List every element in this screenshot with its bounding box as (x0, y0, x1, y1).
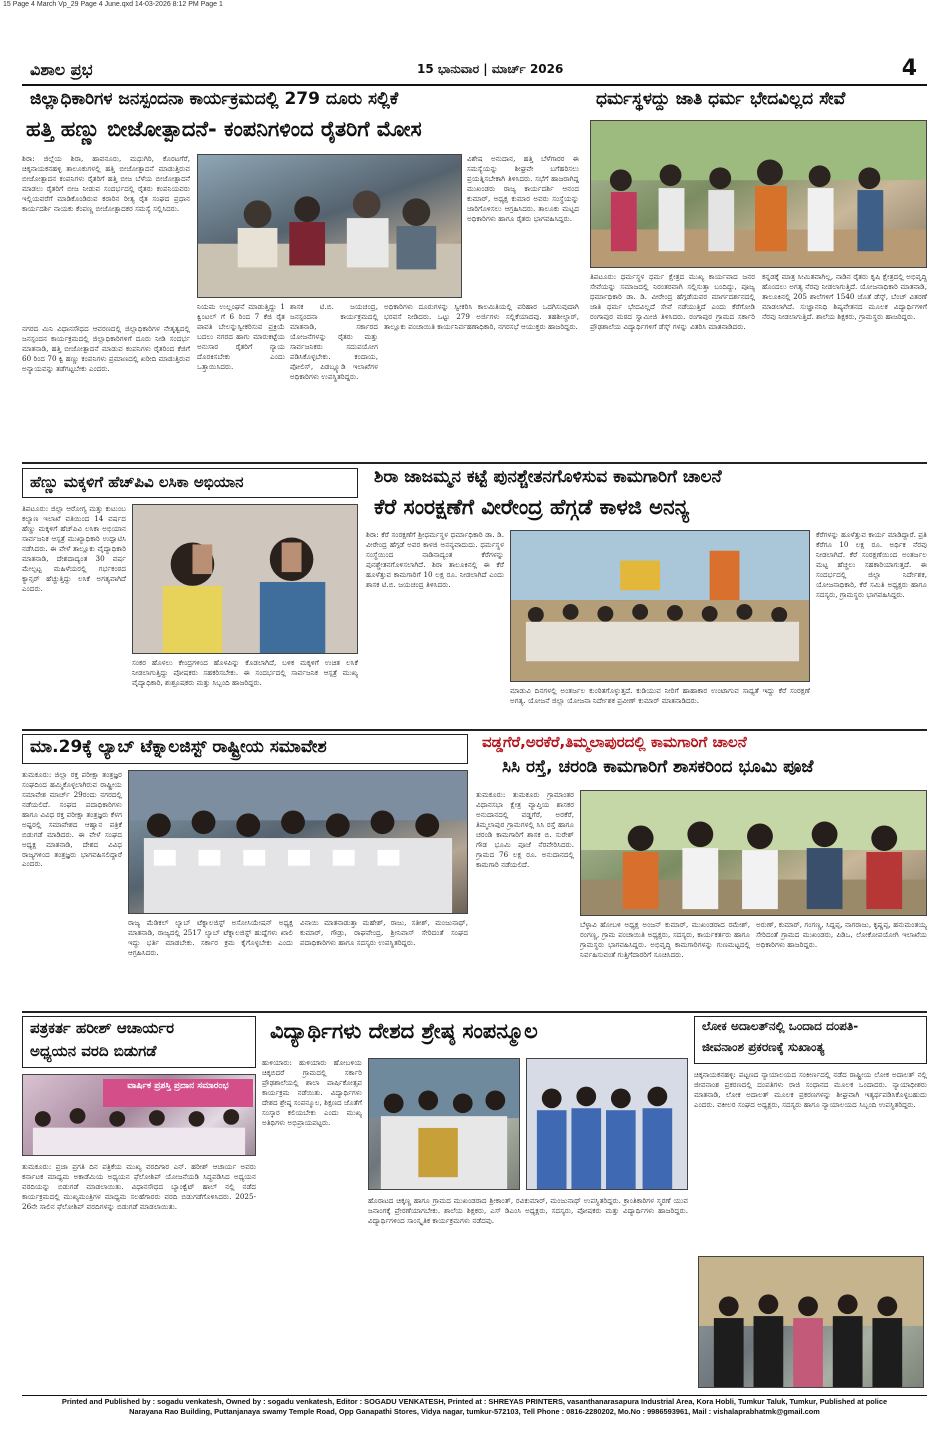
article-body-column: ವಿಶೇಷ ಅನುದಾನ, ಹತ್ತಿ ಬೆಳೆಗಾರರ ಈ ಸಮಸ್ಯೆಯನ್ನು ಶೀಘ್ರವೇ ಬಗೆಹರಿಸಲು ಪ್ರಯತ್ನಿಸಬೇಕಾಗಿ ತಿಳಿಸಿದರು. ಸಭೆಗೆ ಹಾಜರಾಗಿದ್ದ ಮುಖಂಡರು ರಾಜ್ಯ ಕಾರ್ಯದರ್ಶಿ ಆನಂದ ಕುಮಾರ್, ಅಧ್ಯಕ್ಷ ಕುಮಾರ ಅವರು ಸಂಸ್ಥೆಯನ್ನು ಜಾರಿಗೊಳಿಸಲು ಆಗ್ರಹಿಸಿದರು. ತಾಲೂಕು ಮಟ್ಟದ ಅಧಿಕಾರಿಗಳು ಹಾಗೂ ರೈತರು ಭಾಗವಹಿಸಿದ್ದರು. (467, 154, 579, 223)
article-lake-restoration (366, 468, 927, 724)
article-headline: ಲೋಕ ಅದಾಲತ್‌ನಲ್ಲಿ ಒಂದಾದ ದಂಪತಿ- (702, 1020, 859, 1033)
article-body-column: ಹುಳಿಯಾರು: ಹುಳಿಯಾರು ಹೋಬಳಿಯ ಚಿಕ್ಕಬಿದರೆ ಗ್ರಾಮದಲ್ಲಿ ಸರ್ಕಾರಿ ಪ್ರೌಢಶಾಲೆಯಲ್ಲಿ ಶಾಲಾ ವಾರ್ಷಿಕೋತ್ಸವ ಕಾರ್ಯಕ್ರಮ ನಡೆಯಿತು. ವಿದ್ಯಾರ್ಥಿಗಳು ದೇಶದ ಶ್ರೇಷ್ಠ ಸಂಪನ್ಮೂಲ, ಶಿಕ್ಷಣದ ಜೊತೆಗೆ ಸಂಸ್ಕಾರ ಕಲಿಯಬೇಕು ಎಂದು ಮುಖ್ಯ ಅತಿಥಿಗಳು ಅಭಿಪ್ರಾಯಪಟ್ಟರು. (262, 1058, 362, 1127)
article-body-column: ಅಧಿಕಾರಿಗಳು ದೂರುಗಳನ್ನು ಸ್ವೀಕರಿಸಿ ಕಾಲಮಿತಿಯಲ್ಲಿ ಪರಿಹಾರ ಒದಗಿಸುವುದಾಗಿ ಭರವಸೆ ನೀಡಿದರು. ಒಟ್ಟು 279 ಅರ್ಜಿಗಳು ಸಲ್ಲಿಕೆಯಾದವು. ತಹಶೀಲ್ದಾರ್, ತಾಲ್ಲೂಕು ಪಂಚಾಯಿತಿ ಕಾರ್ಯನಿರ್ವಹಣಾಧಿಕಾರಿ, ನಗರಸಭೆ ಆಯುಕ್ತರು ಹಾಜರಿದ್ದರು. (384, 302, 579, 331)
issue-date: 15 ಭಾನುವಾರ | ಮಾರ್ಚ್ 2026 (417, 62, 564, 76)
article-headline: ಮಾ.29ಕ್ಕೆ ಲ್ಯಾಬ್ ಟೆಕ್ನಾಲಜಿಸ್ಟ್ ರಾಷ್ಟ್ರೀಯ ಸಮಾವೇಶ (30, 738, 327, 757)
article-dharmasthala (590, 90, 927, 457)
news-photo (580, 790, 927, 916)
article-hpv-vaccination (22, 468, 358, 724)
article-lab-technologists (22, 734, 468, 1006)
news-photo (368, 1058, 520, 1190)
stage-banner: ವಾರ್ಷಿಕ ಪ್ರಶಸ್ತಿ ಪ್ರದಾನ ಸಮಾರಂಭ (103, 1079, 253, 1107)
article-headline: ಹತ್ತಿ ಹಣ್ಣು ಬೀಜೋತ್ಪಾದನೆ- ಕಂಪನಿಗಳಿಂದ ರೈತರಿಗೆ ಮೋಸ (26, 118, 422, 141)
article-body-column: ಶಿರಾ: ಕೆರೆ ಸಂರಕ್ಷಣೆಗೆ ಶ್ರೀಧರ್ಮಸ್ಥಳ ಧರ್ಮಾಧಿಕಾರಿ ಡಾ. ಡಿ. ವೀರೇಂದ್ರ ಹೆಗ್ಗಡೆ ಅವರ ಕಾಳಜಿ ಅನನ್ಯವಾದುದು. ಧರ್ಮಸ್ಥಳ ಸಂಸ್ಥೆಯಿಂದ ನಾಡಿನಾದ್ಯಂತ ಕೆರೆಗಳನ್ನು ಪುನಶ್ಚೇತನಗೊಳಿಸಲಾಗಿದೆ. ಶಿರಾ ತಾಲೂಕಿನಲ್ಲಿ ಈ ಕೆರೆ ಹೂಳೆತ್ತುವ ಕಾಮಗಾರಿಗೆ 10 ಲಕ್ಷ ರೂ. ನೀಡಲಾಗಿದೆ ಎಂದು ಶಾಸಕ ಟಿ.ಬಿ. ಜಯಚಂದ್ರ ತಿಳಿಸಿದರು. (366, 530, 504, 589)
article-headline: ಜೀವನಾಂಶ ಪ್ರಕರಣಕ್ಕೆ ಸುಖಾಂತ್ಯ (702, 1041, 825, 1054)
article-janaspandana (22, 90, 582, 457)
article-body-column: ಶಿರಾ: ಜಿಲ್ಲೆಯ ಶಿರಾ, ಹಾವನೂರು, ಮಧುಗಿರಿ, ಕೊರಟಗೆರೆ, ಚಿಕ್ಕನಾಯಕನಹಳ್ಳಿ ತಾಲೂಕುಗಳಲ್ಲಿ ಹತ್ತಿ ಬೀಜೋತ್ಪಾದನೆ ಮಾಡುತ್ತಿರುವ ಬೀಜೋತ್ಪಾದನ ಕಂಪನಿಗಳು ರೈತರಿಗೆ ಹತ್ತಿ ಬೀಜ ಬೆಳೆಯ ಬೀಜೋತ್ಪಾದನೆ ಮಾಡಲು ರೈತರಿಗೆ ಬೀಜ ನೀಡುವ ಸಂದರ್ಭದಲ್ಲಿ ರೈತರು ಕಂಪನಿಯವರು ಇಲ್ಲಿಯವರೆಗೆ ಮಾಡಿಕೊಂಡಿರುವ ಕರಾರಿನ ರೀತ್ಯ ರೈತ ಸಂಘದ ಪ್ರಧಾನ ಕಾರ್ಯದರ್ಶಿ ನಾಯಕು ಕೆಂಪಣ್ಣ ಬೀಜೋತ್ಪಾದಕರ ಸಮಸ್ಯೆ ಸಲ್ಲಿಸಿದರು. (22, 154, 190, 213)
article-headline: ಪತ್ರಕರ್ತ ಹರೀಶ್ ಆಚಾರ್ಯರ (30, 1020, 175, 1037)
news-photo (526, 1058, 688, 1190)
article-lok-adalat (694, 1016, 927, 1390)
news-photo (510, 530, 810, 682)
article-headline: ಅಧ್ಯಯನ ವರದಿ ಬಿಡುಗಡೆ (30, 1043, 157, 1060)
article-body-column: ಕೆರೆಗಳನ್ನು ಹೂಳೆತ್ತುವ ಕಾರ್ಯ ಮಾಡಿದ್ದಾರೆ. ಪ್ರತಿ ಕೆರೆಗೂ 10 ಲಕ್ಷ ರೂ. ಅರ್ಥಿಕ ನೆರವು ನೀಡಲಾಗಿದೆ. ಕೆರೆ ಸಂರಕ್ಷಣೆಯಿಂದ ಅಂತರ್ಜಲ ಮಟ್ಟ ಹೆಚ್ಚಲು ಸಹಕಾರಿಯಾಗುತ್ತದೆ. ಈ ಸಂದರ್ಭದಲ್ಲಿ ಜಿಲ್ಲಾ ನಿರ್ದೇಶಕ, ಯೋಜನಾಧಿಕಾರಿ, ಕೆರೆ ಸಮಿತಿ ಅಧ್ಯಕ್ಷರು ಹಾಗೂ ಸದಸ್ಯರು, ಗ್ರಾಮಸ್ಥರು ಭಾಗವಹಿಸಿದ್ದರು. (816, 530, 927, 599)
section-divider (22, 462, 927, 464)
article-kicker: ಜಿಲ್ಲಾಧಿಕಾರಿಗಳ ಜನಸ್ಪಂದನಾ ಕಾರ್ಯಕ್ರಮದಲ್ಲಿ 279 ದೂರು ಸಲ್ಲಿಕೆ (30, 90, 399, 109)
article-body-column: ರಾಜ್ಯ ಮೆಡಿಕಲ್ ಲ್ಯಾಬ್ ಟೆಕ್ನಾಲಜಿಸ್ಟ್ ಅಸೋಸಿಯೇಷನ್ ಅಧ್ಯಕ್ಷ ಮಾತನಾಡಿ, ರಾಜ್ಯದಲ್ಲಿ 2517 ಲ್ಯಾಬ್ ಟೆಕ್ನಾಲಜಿಸ್ಟ್ ಹುದ್ದೆಗಳು ಖಾಲಿ ಇದ್ದು ಭರ್ತಿ ಮಾಡಬೇಕು. ಸರ್ಕಾರ ಕ್ರಮ ಕೈಗೊಳ್ಳಬೇಕು ಎಂದು ಆಗ್ರಹಿಸಿದರು. (128, 918, 293, 957)
news-photo (197, 154, 462, 298)
news-photo (698, 1256, 924, 1388)
article-headline: ಹೆಣ್ಣು ಮಕ್ಕಳಿಗೆ ಹೆಚ್‌ಪಿವಿ ಲಸಿಕಾ ಅಭಿಯಾನ (30, 474, 244, 491)
article-kicker: ಶಿರಾ ಜಾಜಮ್ಮನ ಕಟ್ಟೆ ಪುನಶ್ಚೇತನಗೊಳಿಸುವ ಕಾಮಗಾರಿಗೆ ಚಾಲನೆ (374, 468, 722, 487)
article-body-column: ಬೆಳ್ಳಾವಿ ಹೋಬಳಿ ಅಧ್ಯಕ್ಷ ಅಂಜನ್ ಕುಮಾರ್, ಮುಖಂಡರಾದ ರಮೇಶ್, ರಂಗಣ್ಣ, ಗ್ರಾಮ ಪಂಚಾಯಿತಿ ಅಧ್ಯಕ್ಷರು, ಸದಸ್ಯರು, ಕಾರ್ಯಕರ್ತರು ಹಾಗೂ ಗ್ರಾಮಸ್ಥರು ಭಾಗವಹಿಸಿದ್ದರು. ಅಭಿವೃದ್ಧಿ ಕಾಮಗಾರಿಗಳನ್ನು ಗುಣಮಟ್ಟದಲ್ಲಿ ನಿರ್ವಹಿಸುವಂತೆ ಗುತ್ತಿಗೆದಾರರಿಗೆ ಸೂಚಿಸಿದರು. (580, 920, 750, 959)
file-info-strip: 15 Page 4 March Vp_29 Page 4 June.qxd 14-03-2026 8:12 PM Page 1 (3, 1, 223, 8)
article-body-column: ತುಮಕೂರು: ತುಮಕೂರು ಗ್ರಾಮಾಂತರ ವಿಧಾನಸಭಾ ಕ್ಷೇತ್ರ ವ್ಯಾಪ್ತಿಯ ಶಾಸಕರ ಅನುದಾನದಲ್ಲಿ ವಡ್ಡಗೆರೆ, ಅರಕೆರೆ, ತಿಮ್ಮಲಾಪುರ ಗ್ರಾಮಗಳಲ್ಲಿ ಸಿಸಿ ರಸ್ತೆ ಹಾಗೂ ಚರಂಡಿ ಕಾಮಗಾರಿಗೆ ಶಾಸಕ ಬಿ. ಸುರೇಶ್ ಗೌಡ ಭೂಮಿ ಪೂಜೆ ನೆರವೇರಿಸಿದರು. ಗ್ರಾಮದ 76 ಲಕ್ಷ ರೂ. ಅನುದಾನದಲ್ಲಿ ಕಾಮಗಾರಿ ನಡೆಯಲಿದೆ. (476, 790, 574, 869)
article-body-column: ಶಾಸಕ ಟಿ.ಬಿ. ಜಯಚಂದ್ರ, ಜನಸ್ಪಂದನಾ ಕಾರ್ಯಕ್ರಮದಲ್ಲಿ ಮಾತನಾಡಿ, ಸರ್ಕಾರದ ಯೋಜನೆಗಳನ್ನು ರೈತರು ಮತ್ತು ಸಾರ್ವಜನಿಕರು ಸದುಪಯೋಗ ಪಡಿಸಿಕೊಳ್ಳಬೇಕು. ಕಂದಾಯ, ಪೋಲಿಸ್, ಪಿಡಬ್ಲ್ಯೂಡಿ ಇಲಾಖೆಗಳ ಅಧಿಕಾರಿಗಳು ಉಪಸ್ಥಿತರಿದ್ದರು. (290, 302, 378, 381)
article-body-column: ಕನ್ನಡಕ್ಕೆ ಮಾತ್ರ ಸೀಮಿತವಾಗಿಲ್ಲ, ನಾಡಿನ ರೈತರು ಕೃಷಿ ಕ್ಷೇತ್ರದಲ್ಲಿ ಅಭಿವೃದ್ಧಿ ಹೊಂದಲು ಅಗತ್ಯ ನೆರವು ನೀಡಲಾಗುತ್ತಿದೆ. ಯೋಜನಾಧಿಕಾರಿ ಮಾತನಾಡಿ, ತಾಲೂಕಿನಲ್ಲಿ 205 ಶಾಲೆಗಳಿಗೆ 1540 ಜೊತೆ ಡೆಸ್ಕ್, ಬೆಂಚ್ ವಿತರಣೆ ಮಾಡಲಾಗಿದೆ. ಸುಜ್ಞಾನನಿಧಿ ಶಿಷ್ಯವೇತನದ ಮೂಲಕ ವಿದ್ಯಾರ್ಥಿಗಳಿಗೆ ನೆರವು ನೀಡಲಾಗುತ್ತಿದೆ. ಶಾಲೆಯ ಶಿಕ್ಷಕರು, ಗ್ರಾಮಸ್ಥರು ಹಾಜರಿದ್ದರು. (762, 272, 927, 321)
news-photo (132, 504, 358, 654)
article-body-column: ಹೊರಾಟದ ಚಿಕ್ಕಣ್ಣ ಹಾಗೂ ಗ್ರಾಮದ ಮುಖಂಡರಾದ ಶ್ರೀಕಾಂತ್, ರವಿಕುಮಾರ್, ಮಂಜುನಾಥ್ ಉಪಸ್ಥಿತರಿದ್ದರು. ಕ್ರಾಂತಿಕಾರಿಗಳ ಸ್ಮರಣೆ ಯುವ ಜನಾಂಗಕ್ಕೆ ಪ್ರೇರಣೆಯಾಗಬೇಕು. ಶಾಲೆಯ ಶಿಕ್ಷಕರು, ಎಸ್ ಡಿಎಂಸಿ ಅಧ್ಯಕ್ಷರು, ಸದಸ್ಯರು, ಪೋಷಕರು ಮತ್ತು ವಿದ್ಯಾರ್ಥಿಗಳು ಹಾಜರಿದ್ದರು. ವಿದ್ಯಾರ್ಥಿಗಳಿಂದ ಸಾಂಸ್ಕೃತಿಕ ಕಾರ್ಯಕ್ರಮಗಳು ನಡೆದವು. (368, 1196, 688, 1225)
news-photo (22, 1074, 256, 1156)
section-divider (22, 1011, 927, 1013)
article-headline: ವಿದ್ಯಾರ್ಥಿಗಳು ದೇಶದ ಶ್ರೇಷ್ಠ ಸಂಪನ್ಮೂಲ (270, 1020, 538, 1043)
newspaper-logo: ವಿಶಾಲ ಪ್ರಭ (30, 60, 93, 79)
news-photo (590, 120, 927, 268)
article-headline: ಸಿಸಿ ರಸ್ತೆ, ಚರಂಡಿ ಕಾಮಗಾರಿಗೆ ಶಾಸಕರಿಂದ ಭೂಮಿ ಪೂಜೆ (502, 758, 814, 777)
article-study-report (22, 1016, 256, 1390)
footer-line: Printed and Published by : sogadu venkatesh, Owned by : sogadu venkatesh, Editor : SOGADU VENKATESH, Printed at : SHREYAS PRINTERS, vasanthanarasapura Industrial Area, Kora Hobli, Tumkur Taluk, Tumkur, Published at police (61, 1397, 888, 1406)
article-body-column: ತುಮಕೂರು: ಪ್ರಜಾ ಪ್ರಗತಿ ದಿನ ಪತ್ರಿಕೆಯ ಮುಖ್ಯ ವರದಿಗಾರ ಎನ್. ಹರೀಶ್ ಆಚಾರ್ಯ ಅವರು ಕರ್ನಾಟಕ ಮಾಧ್ಯಮ ಅಕಾಡೆಮಿಯ ಅಧ್ಯಯನ ಫೆಲೋಶಿಪ್ ಯೋಜನೆಯಡಿ ಸಿದ್ಧಪಡಿಸಿದ ಅಧ್ಯಯನ ವರದಿಯನ್ನು ಬಿಡುಗಡೆ ಮಾಡಲಾಯಿತು. ವಿಧಾನಸೌಧದ ಬ್ಯಾಂಕ್ವೆಟ್ ಹಾಲ್ ನಲ್ಲಿ ನಡೆದ ಕಾರ್ಯಕ್ರಮದಲ್ಲಿ ಮುಖ್ಯಮಂತ್ರಿಗಳ ಮಾಧ್ಯಮ ಸಲಹೆಗಾರರು ವರದಿ ಬಿಡುಗಡೆಗೊಳಿಸಿದರು. 2025-26ನೇ ಸಾಲಿನ ಫೆಲೋಶಿಪ್ ವರದಿಗಳನ್ನು ಬಿಡುಗಡೆ ಮಾಡಲಾಯಿತು. (22, 1162, 256, 1211)
article-body-column: ಮಾಡುವಿ ದಿನಗಳಲ್ಲಿ ಅಂತರ್ಜಲ ಕುಂಠಿತಗೊಳ್ಳುತ್ತದೆ. ಕುಡಿಯುವ ನೀರಿಗೆ ಹಾಹಾಕಾರ ಉಂಟಾಗುವ ಸಾಧ್ಯತೆ ಇದ್ದು ಕೆರೆ ಸಂರಕ್ಷಣೆ ಅಗತ್ಯ. ಯೋಜನೆ ಜಿಲ್ಲಾ ಯೋಜನಾ ನಿರ್ದೇಶಕ ಪ್ರವೀಣ್ ಕುಮಾರ್ ಮಾತನಾಡಿದರು. (510, 686, 810, 705)
article-body-column: ಸಂಕರ ಹೊಳಲು ಕೇಂದ್ರಗಳಿಂದ ಹೊಳಪಿನ್ನು ಕೊಡಲಾಗಿದೆ, ಬಳಿಕ ಮಕ್ಕಳಿಗೆ ಉಚಿತ ಲಸಿಕೆ ನೀಡಲಾಗುತ್ತಿದ್ದು ಪೋಷಕರು ಸಹಕರಿಸಬೇಕು. ಈ ಸಂದರ್ಭದಲ್ಲಿ ಸಾರ್ವಜನಿಕ ಆಸ್ಪತ್ರೆ ಮುಖ್ಯ ವೈದ್ಯಾಧಿಕಾರಿ, ಶುಶ್ರೂಷಕರು ಮತ್ತು ಸಿಬ್ಬಂದಿ ಹಾಜರಿದ್ದರು. (132, 658, 358, 687)
article-headline: ಧರ್ಮಸ್ಥಳದ್ದು ಜಾತಿ ಧರ್ಮ ಭೇದವಿಲ್ಲದ ಸೇವೆ (596, 90, 846, 109)
section-divider (22, 729, 927, 731)
article-headline: ಕೆರೆ ಸಂರಕ್ಷಣೆಗೆ ವೀರೇಂದ್ರ ಹೆಗ್ಗಡೆ ಕಾಳಜಿ ಅನನ್ಯ (374, 496, 690, 519)
article-body-column: ತಿಪಟೂರು: ಜಿಲ್ಲಾ ಆರೋಗ್ಯ ಮತ್ತು ಕುಟುಂಬ ಕಲ್ಯಾಣ ಇಲಾಖೆ ವತಿಯಿಂದ 14 ವರ್ಷದ ಹೆಣ್ಣು ಮಕ್ಕಳಿಗೆ ಹೆಚ್‌ಪಿವಿ ಲಸಿಕಾ ಅಭಿಯಾನ ಸಾರ್ವಜನಿಕ ಆಸ್ಪತ್ರೆ ಮುಖ್ಯಾಧಿಕಾರಿ ಉದ್ಘಾಟಿಸಿ ನಡೆಸಿದರು. ಈ ವೇಳೆ ತಾಲ್ಲೂಕು ವೈದ್ಯಾಧಿಕಾರಿ ಮಾತನಾಡಿ, ದೇಶದಾದ್ಯಂತ 30 ವರ್ಷ ಮೇಲ್ಪಟ್ಟ ಮಹಿಳೆಯರಲ್ಲಿ ಗರ್ಭಕಂಠದ ಕ್ಯಾನ್ಸರ್ ಹೆಚ್ಚುತ್ತಿದ್ದು ಲಸಿಕೆ ಅಗತ್ಯವಾಗಿದೆ ಎಂದರು. (22, 504, 126, 593)
page-number: 4 (901, 56, 917, 81)
article-body-column: ತುಮಕೂರು: ಜಿಲ್ಲಾ ರಕ್ತ ಪರೀಕ್ಷಾ ತಂತ್ರಜ್ಞರ ಸಂಘದಿಂದ ಹಮ್ಮಿಕೊಳ್ಳಲಾಗಿರುವ ರಾಷ್ಟ್ರೀಯ ಸಮಾವೇಶ ಮಾರ್ಚ್ 29ರಂದು ನಗರದಲ್ಲಿ ನಡೆಯಲಿದೆ. ಸಂಘದ ಪದಾಧಿಕಾರಿಗಳು ಹಾಗೂ ವಿವಿಧ ರಕ್ತ ಪರೀಕ್ಷಾ ತಂತ್ರಜ್ಞರು ಕೆಳಗ ಅಷ್ಟರಲ್ಲಿ ಸಮಾವೇಶದ ಆಹ್ವಾನ ಪತ್ರಿಕೆ ಬಿಡುಗಡೆ ಮಾಡಿದರು. ಈ ವೇಳೆ ಸಂಘದ ಅಧ್ಯಕ್ಷ ಮಾತನಾಡಿ, ದೇಶದ ವಿವಿಧ ರಾಜ್ಯಗಳಿಂದ ತಂತ್ರಜ್ಞರು ಭಾಗವಹಿಸಲಿದ್ದಾರೆ ಎಂದರು. (22, 770, 122, 869)
article-body-column: ಚಿಕ್ಕನಾಯಕನಹಳ್ಳಿ: ಪಟ್ಟಣದ ನ್ಯಾಯಾಲಯದ ಸಂಕೀರ್ಣದಲ್ಲಿ ನಡೆದ ರಾಷ್ಟ್ರೀಯ ಲೋಕ ಅದಾಲತ್ ನಲ್ಲಿ ಜೀವನಾಂಶ ಪ್ರಕರಣದಲ್ಲಿ ದಂಪತಿಗಳು ರಾಜಿ ಸಂಧಾನದ ಮೂಲಕ ಒಂದಾದರು. ನ್ಯಾಯಾಧೀಶರು ಮಾತನಾಡಿ, ಲೋಕ ಅದಾಲತ್ ಮೂಲಕ ಪ್ರಕರಣಗಳನ್ನು ಶೀಘ್ರವಾಗಿ ಇತ್ಯರ್ಥಪಡಿಸಿಕೊಳ್ಳಬಹುದು ಎಂದರು. ವಕೀಲರ ಸಂಘದ ಅಧ್ಯಕ್ಷರು, ಸದಸ್ಯರು ಹಾಗೂ ನ್ಯಾಯಾಲಯದ ಸಿಬ್ಬಂದಿ ಉಪಸ್ಥಿತರಿದ್ದರು. (694, 1070, 927, 1109)
article-kicker: ವಡ್ಡಗೆರೆ,ಅರಕೆರೆ,ತಿಮ್ಮಲಾಪುರದಲ್ಲಿ ಕಾಮಗಾರಿಗೆ ಚಾಲನೆ (482, 734, 747, 751)
print-line-footer (22, 1395, 927, 1419)
article-body-column: ನಿಯಮ ಉಲ್ಲಂಘನೆ ಮಾಡುತ್ತಿದ್ದು 1 ಕ್ವಿಂಟಲ್ ಗೆ 6 ರಿಂದ 7 ಕೆಜಿ ರೈತ ಪಾವತಿ ಬೇಲನ್ನುಸ್ವೀಕರಿಸುವ ಪ್ರಕ್ರಿಯೆ ಬದಲು ನಗರದ ಹಾಗು ಮಾರುಕಟ್ಟೆಯ ಅನುಸಾರ ರೈತರಿಗೆ ನ್ಯಾಯ ದೊರಕಿಸಬೇಕು ಎಂದು ಒತ್ತಾಯಿಸಿದರು. (197, 302, 285, 371)
news-photo (128, 770, 468, 914)
article-body-column: ತಿಪಟೂರು: ಧರ್ಮಸ್ಥಳ ಧರ್ಮ ಕ್ಷೇತ್ರದ ಮುಖ್ಯ ಕಾರ್ಯವಾದ ಜನರ ಸೇವೆಯನ್ನು ಸಮಾಜದಲ್ಲಿ ನಿರಂತರವಾಗಿ ಸಲ್ಲಿಸುತ್ತಾ ಬಂದಿದ್ದು, ಪೂಜ್ಯ ಧರ್ಮಾಧಿಕಾರಿ ಡಾ. ಡಿ. ವೀರೇಂದ್ರ ಹೆಗ್ಗಡೆಯವರ ಮಾರ್ಗದರ್ಶನದಲ್ಲಿ ಜಾತಿ ಧರ್ಮ ಭೇದವಿಲ್ಲದೆ ಸೇವೆ ನಡೆಯುತ್ತಿದೆ ಎಂದು ಕೆರೆಗೋಡಿ ರಂಗಾಪುರ ಮಠದ ಸ್ವಾಮೀಜಿ ತಿಳಿಸಿದರು. ರಂಗಾಪುರ ಗ್ರಾಮದ ಸರ್ಕಾರಿ ಪ್ರೌಢಶಾಲೆಯ ವಿದ್ಯಾರ್ಥಿಗಳಿಗೆ ಡೆಸ್ಕ್ ಗಳನ್ನು ವಿತರಿಸಿ ಮಾತನಾಡಿದರು. (590, 272, 755, 331)
article-road-works (476, 734, 927, 1006)
footer-line: Narayana Rao Building, Puttanjanaya swamy Temple Road, Opp Ganapathi Stores, Vidya nagar, tumkur-572103, Tell Phone : 0816-2280202, Mo.No : 9986593961, Mail : vishalaprabhatmk@gmail.com (129, 1407, 820, 1417)
article-body-column: ಅರುಣ್, ಕುಮಾರ್, ಗಂಗಣ್ಣ, ಸಿದ್ದಪ್ಪ, ನಾಗರಾಜು, ಕೃಷ್ಣಪ್ಪ, ಹನುಮಂತಯ್ಯ ಸೇರಿದಂತೆ ಗ್ರಾಮದ ಮುಖಂಡರು, ಪಿಡಿಒ, ಲೋಕೋಪಯೋಗಿ ಇಲಾಖೆಯ ಅಧಿಕಾರಿಗಳು ಹಾಜರಿದ್ದರು. (756, 920, 927, 949)
article-school-annual-day (262, 1016, 688, 1390)
masthead (22, 58, 927, 86)
article-body-column: ವಿನಾಯಿ ಮಾತನಾಡುತ್ತಾ ಮಹೇಶ್, ರಾಜು, ಸತೀಶ್, ಮಂಜುನಾಥ್, ಕುಮಾರ್, ಗೌಡ್ರು, ರಾಘವೇಂದ್ರ, ಶ್ರೀನಿವಾಸ್ ಸೇರಿದಂತೆ ಸಂಘದ ಪದಾಧಿಕಾರಿಗಳು ಹಾಗೂ ಸದಸ್ಯರು ಉಪಸ್ಥಿತರಿದ್ದರು. (300, 918, 468, 947)
article-body-column: ನಗರದ ಮಿನಿ ವಿಧಾನಸೌಧದ ಆವರಣದಲ್ಲಿ ಜಿಲ್ಲಾಧಿಕಾರಿಗಳ ನೇತೃತ್ವದಲ್ಲಿ ಜನಸ್ಪಂದನ ಕಾರ್ಯಕ್ರಮದಲ್ಲಿ ಜಿಲ್ಲಾಧಿಕಾರಿಗಳಿಗೆ ದೂರು ನೀಡಿ ಸಂದರ್ಭ ಮಾತನಾಡಿ, ಹತ್ತಿ ಬೀಜೋತ್ಪಾದನೆ ಮಾಡುವ ಕಂಪನಿಗಳು ರೈತರಿಂದ ಕೆಜಿಗೆ 60 ರಿಂದ 70 ಕ್ವಿ ಹಣ್ಣು ಕಂಪನಿಗಳು ಪ್ರಮಾಣದಲ್ಲಿ ಖರೀದಿ ಮಾಡುತ್ತಿರುವ ಅನ್ಯಾಯವನ್ನು ತಡೆಗಟ್ಟಬೇಕು ಎಂದರು. (22, 324, 190, 373)
